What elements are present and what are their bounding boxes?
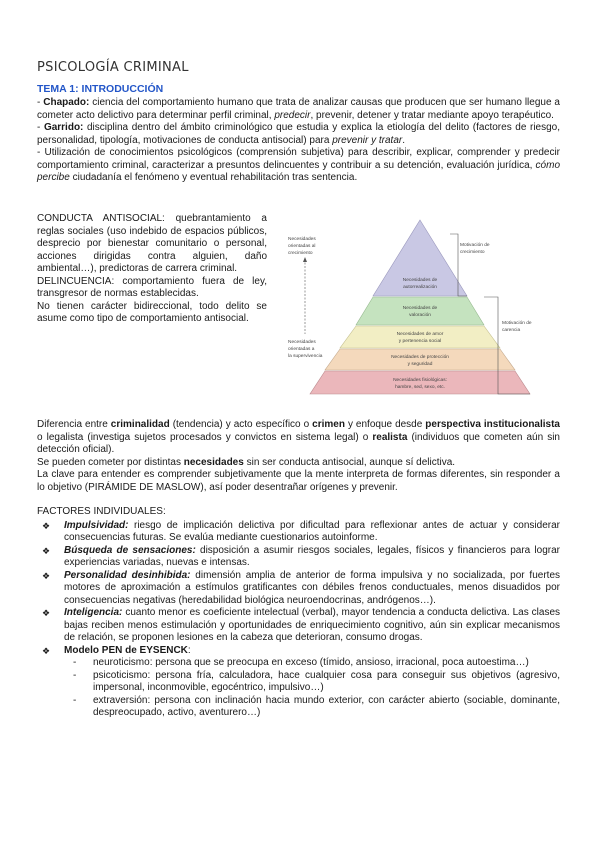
factores-individuales-section xyxy=(37,506,560,720)
diamond-bullet-icon: ❖ xyxy=(42,570,51,581)
emphasis-text: predecir xyxy=(274,109,311,121)
left-bottom-label-c: la supervivencia xyxy=(288,354,323,359)
left-top-label-a: Necesidades xyxy=(288,237,316,242)
bold-term: criminalidad xyxy=(110,419,170,430)
left-arrow-head xyxy=(303,257,307,262)
body-text: y enfoque desde xyxy=(344,419,426,430)
bold-term: crimen xyxy=(312,419,345,430)
level-1-label-a: Necesidades de xyxy=(402,278,438,283)
list-item xyxy=(73,657,560,670)
body-text: sin ser conducta antisocial, aunque sí delictiva. xyxy=(243,456,456,468)
level-2-label-a: Necesidades de xyxy=(402,306,438,311)
intro-definitions xyxy=(37,97,560,185)
definition-text: disciplina dentro del ámbito criminológico que estudia y explica la etiología del delito (factores de riesgo, personalidad, tipología, motivaciones de conducta antisocial) para xyxy=(37,122,561,146)
delincuencia-paragraph: DELINCUENCIA: comportamiento fuera de ley, transgresor de normas establecidas. xyxy=(37,275,267,299)
author-label: Chapado: xyxy=(43,97,90,108)
diamond-bullet-icon: ❖ xyxy=(42,520,51,531)
dash-prefix: - xyxy=(37,97,44,108)
list-item xyxy=(73,670,560,695)
pen-item-text: psicoticismo: persona fría, calculadora, hace cualquier cosa para conseguir sus objetivos (agresivo, impersonal, inconmovible, egocéntrico, impulsivo…) xyxy=(93,669,560,693)
list-item xyxy=(37,645,560,658)
factores-header: FACTORES INDIVIDUALES: xyxy=(37,506,166,517)
conducta-antisocial-block xyxy=(37,213,267,326)
left-bottom-label-a: Necesidades xyxy=(288,340,316,345)
maslow-paragraph: La clave para entender es comprender subjetivamente que la mente interpreta de formas diferentes, sin responder a lo objetivo (PIRÁMIDE DE MASLOW), así poder desentrañar orígenes y prevenir. xyxy=(37,469,560,493)
factor-label: Modelo PEN de EYSENCK xyxy=(64,644,188,656)
factor-label: Personalidad desinhibida: xyxy=(64,569,191,581)
pen-model-list xyxy=(37,657,560,720)
definition-chapado xyxy=(37,97,560,122)
level-3-label-a: Necesidades de amor xyxy=(396,332,444,337)
list-item xyxy=(73,695,560,720)
dash-bullet-icon: - xyxy=(73,657,77,668)
right-top-label-a: Motivación de xyxy=(460,243,490,248)
emphasis-text: cómo percibe xyxy=(37,159,560,183)
level-4-label-b: y seguridad xyxy=(407,362,433,367)
level-2-label-b: valoración xyxy=(409,313,431,318)
necesidades-paragraph xyxy=(37,457,560,470)
body-text: (individuos que cometen aún sin detección oficial). xyxy=(37,431,560,455)
dash-bullet-icon: - xyxy=(73,694,77,706)
diamond-bullet-icon: ❖ xyxy=(42,545,51,556)
bold-term: necesidades xyxy=(183,456,244,468)
criminalidad-section xyxy=(37,419,560,494)
body-text: Diferencia entre xyxy=(37,419,111,430)
list-item xyxy=(37,520,560,545)
diamond-bullet-icon: ❖ xyxy=(42,645,51,656)
list-item xyxy=(37,570,560,608)
pen-item-text: extraversión: persona con inclinación hacia mundo exterior, con carácter abierto (sociable, dominante, despreocupado, activo, aventurero…) xyxy=(93,694,560,718)
author-label: Garrido: xyxy=(43,122,84,133)
level-3-label-b: y pertenencia social xyxy=(398,339,442,344)
list-item xyxy=(37,545,560,570)
definition-garrido xyxy=(37,122,560,147)
criminalidad-paragraph xyxy=(37,419,560,457)
right-bottom-label-a: Motivación de xyxy=(502,321,532,326)
diamond-bullet-icon: ❖ xyxy=(42,608,51,618)
definition-text: ciencia del comportamiento humano que trata de analizar causas que producen que ser humano llegue a cometer acto delictivo para determinar perfil criminal, xyxy=(37,97,560,121)
dash-bullet-icon: - xyxy=(73,669,77,681)
pyramid-level-2 xyxy=(356,297,484,325)
factor-text: : xyxy=(187,644,191,656)
factor-text: disposición a asumir riesgos sociales, legales, físicos y financieros para lograr experiencias variadas, nuevas e intensas. xyxy=(64,544,560,568)
right-top-label-b: crecimiento xyxy=(460,250,485,255)
right-bottom-label-b: carencia xyxy=(502,328,521,333)
level-5-label-a: Necesidades fisiológicas: xyxy=(393,378,447,383)
factor-text: riesgo de implicación delictiva por dificultad para reflexionar antes de actuar y considerar consecuencias futuras. Se evalúa mediante cuestionarios autoinforme. xyxy=(64,519,560,543)
definition-text: - Utilización de conocimientos psicológicos (comprensión subjetiva) para describir, explicar, comprender y predecir comportamiento criminal, caracterizar a presuntos delincuentes y contribuir a su detención, evaluación jurídica, xyxy=(37,147,560,171)
pyramid-level-3 xyxy=(340,326,500,348)
factor-label: Búsqueda de sensaciones: xyxy=(64,544,196,556)
body-text: (tendencia) y acto específico o xyxy=(169,419,313,430)
left-top-label-c: crecimiento xyxy=(288,251,313,256)
level-5-label-b: hambre, sed, sexo, etc. xyxy=(395,385,445,390)
left-bottom-label-b: orientadas a xyxy=(288,347,315,352)
bold-term: perspectiva institucionalista xyxy=(425,419,560,430)
definition-text: ciudadanía el fenómeno y eventual rehabilitación tras sentencia. xyxy=(69,172,358,183)
list-item xyxy=(37,607,560,645)
factor-label: Impulsividad: xyxy=(64,519,129,531)
conducta-antisocial-paragraph: CONDUCTA ANTISOCIAL: quebrantamiento a reglas sociales (uso indebido de espacios públicos, desprecio por bienestar comunitario o personal, acciones dirigidas contra alguien, daño ambiental…), predictoras de carrera criminal. xyxy=(37,213,267,274)
bold-term: realista xyxy=(372,431,408,443)
dash-prefix: - xyxy=(37,122,44,133)
page-title: PSICOLOGÍA CRIMINAL xyxy=(37,60,189,75)
definition-text: , prevenir, detener y tratar mediante apoyo terapéutico. xyxy=(310,109,554,121)
factor-text: dimensión amplia de anterior de forma impulsiva y no socializada, por fuertes motores de aproximación a estímulos gratificantes con débiles frenos conductuales, menos disuadidos por consecuencias negativas (heredabilidad biológica neuroendocrinas, andrógenos…). xyxy=(64,569,561,606)
level-1-label-b: autorrealización xyxy=(403,285,437,290)
body-text: o legalista (investiga sujetos procesados y convictos en sistema legal) o xyxy=(37,431,373,443)
section-heading: TEMA 1: INTRODUCCIÓN xyxy=(37,83,164,95)
bidireccional-paragraph: No tienen carácter bidireccional, todo delito se asume como tipo de comportamiento antisocial. xyxy=(37,300,267,324)
maslow-pyramid-figure xyxy=(280,214,560,398)
left-top-label-b: orientadas al xyxy=(288,244,316,249)
level-4-label-a: Necesidades de protección xyxy=(391,355,449,360)
factor-text: cuanto menor es coeficiente intelectual (verbal), mayor tendencia a conducta delictiva. Las clases bajas reciben menos estimulación y oportunidades de enriquecimiento cognitivo, aún sin explicar mecanismos de relación, se proponen lesiones en la cabeza que deterioran, consumo drogas. xyxy=(64,607,560,643)
factor-label: Inteligencia: xyxy=(64,607,123,618)
definition-utilizacion xyxy=(37,147,560,185)
emphasis-text: prevenir y tratar xyxy=(332,134,403,146)
factores-list xyxy=(37,520,560,658)
definition-text: . xyxy=(402,134,405,146)
pen-item-text: neuroticismo: persona que se preocupa en exceso (tímido, ansioso, irracional, poca autoestima…) xyxy=(93,657,529,668)
body-text: Se pueden cometer por distintas xyxy=(37,456,184,468)
